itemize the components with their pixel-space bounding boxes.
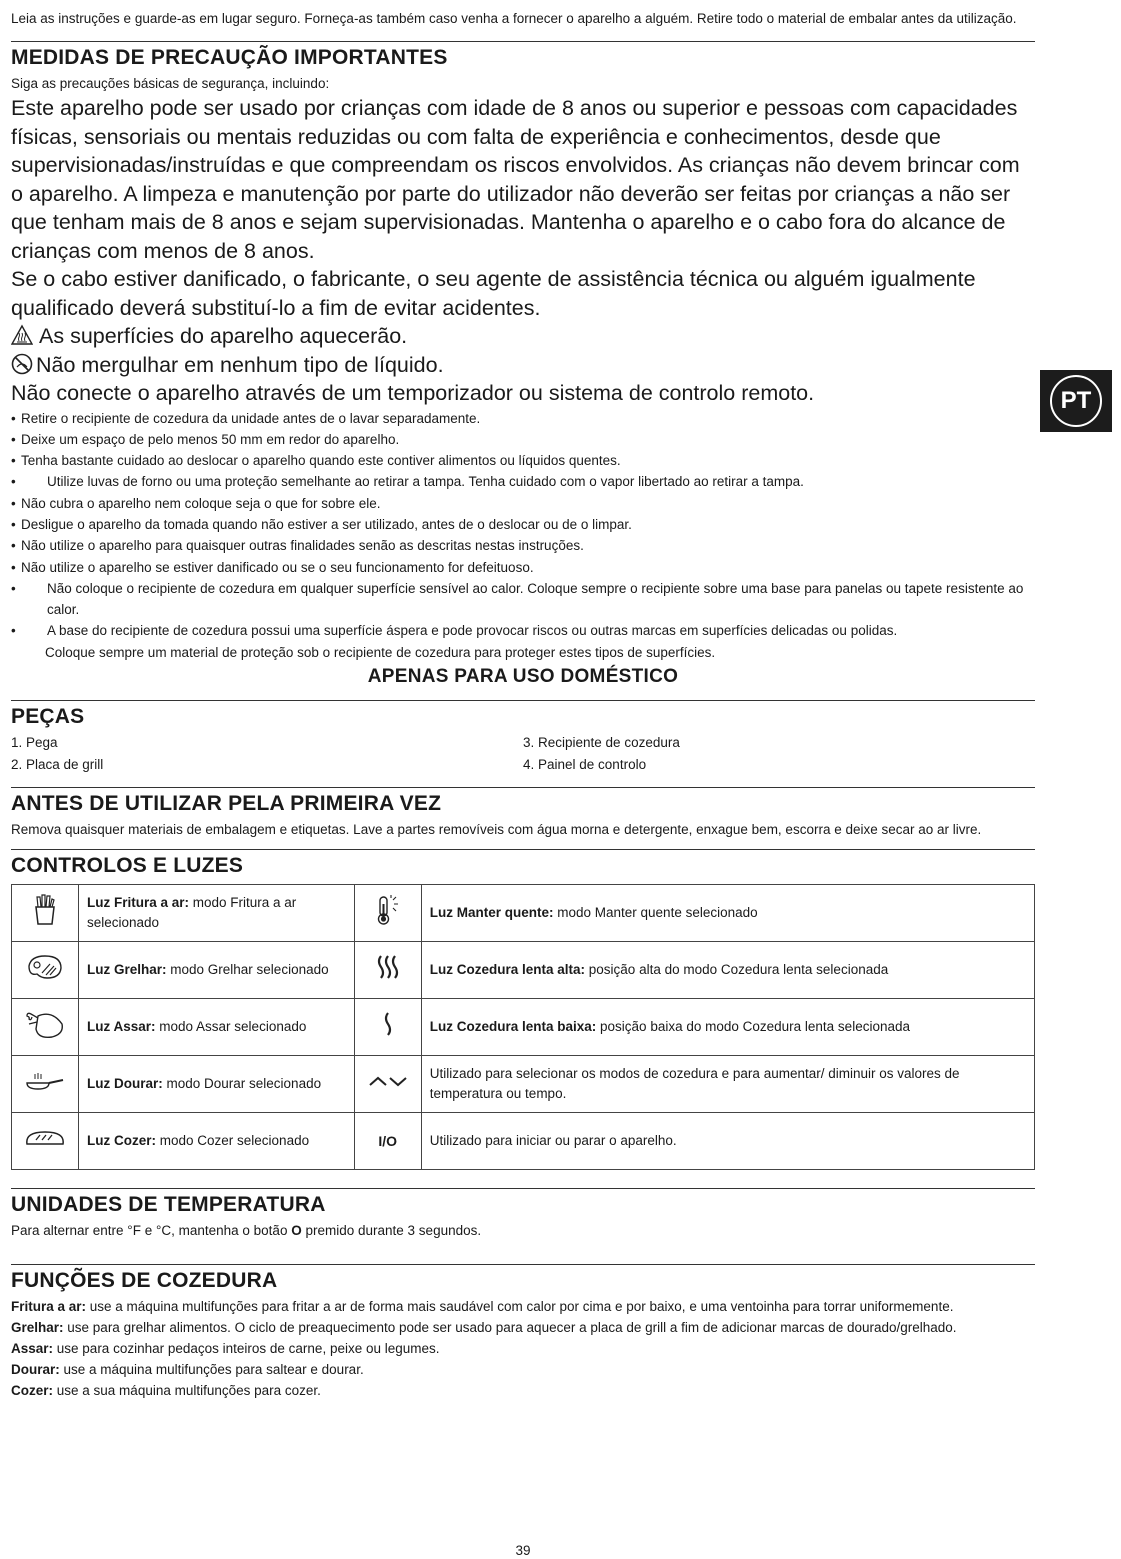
function-desc: use para grelhar alimentos. O ciclo de preaquecimento pode ser usado para aquecer a placa de grill a fim de adicionar marcas de dourado/grelhado.	[63, 1320, 957, 1336]
immerse-warning	[11, 351, 1035, 380]
controls-section	[11, 849, 1035, 1170]
list-item: • Utilize luvas de forno ou uma proteção semelhante ao retirar a tampa. Tenha cuidado com o vapor libertado ao retirar a tampa.	[11, 471, 1035, 492]
roast-label: Luz Assar:	[87, 1019, 156, 1035]
parts-title: PEÇAS	[11, 705, 85, 729]
air-fry-label: Luz Fritura a ar:	[87, 895, 190, 911]
precautions-section	[11, 41, 1035, 688]
list-item: • Não utilize o aparelho para quaisquer outras finalidades senão as descritas nestas instruções.	[11, 535, 1035, 556]
slow-cook-low-icon	[373, 1009, 403, 1039]
children-warning: Este aparelho pode ser usado por crianças com idade de 8 anos ou superior e pessoas com capacidades físicas, sensoriais ou mentais reduzidas ou com falta de experiência e conhecimentos, desde que supervisionadas/instruídas e que compreendam os riscos envolvidos. As crianças não devem brincar com o aparelho. A limpeza e manutenção por parte do utilizador não deverão ser feitas por crianças a não ser que tenham mais de 8 anos e sejam supervisionadas. Mantenha o aparelho e o cabo fora do alcance de crianças com menos de 8 anos.	[11, 96, 1020, 263]
controls-title: CONTROLOS E LUZES	[11, 854, 244, 878]
brown-desc: modo Dourar selecionado	[162, 1076, 322, 1092]
function-desc: use para cozinhar pedaços inteiros de carne, peixe ou legumes.	[53, 1341, 440, 1357]
temperature-units-section	[11, 1188, 1035, 1241]
up-down-arrows-icon	[366, 1073, 410, 1089]
function-label: Cozer:	[11, 1383, 54, 1399]
list-item-continuation: Coloque sempre um material de proteção sob o recipiente de cozedura para proteger estes tipos de superfícies.	[45, 644, 716, 660]
precautions-subtitle: Siga as precauções básicas de segurança, incluindo:	[11, 76, 330, 91]
bake-icon	[23, 1127, 67, 1149]
language-badge	[1040, 370, 1112, 432]
controls-table	[11, 884, 1035, 1170]
grill-icon	[25, 952, 65, 982]
function-item	[11, 1296, 1035, 1317]
intro-text: Leia as instruções e guarde-as em lugar seguro. Forneça-as também caso venha a fornecer o aparelho a alguém. Retire todo o material de embalar antes da utilização.	[11, 11, 1017, 26]
table-row	[12, 1113, 1035, 1170]
list-item: • Retire o recipiente de cozedura da unidade antes de o lavar separadamente.	[11, 408, 1035, 429]
brown-icon	[23, 1069, 67, 1093]
function-label: Fritura a ar:	[11, 1299, 87, 1315]
domestic-use-notice: APENAS PARA USO DOMÉSTICO	[367, 666, 679, 688]
list-item: • Deixe um espaço de pelo menos 50 mm em redor do aparelho.	[11, 429, 1035, 450]
brown-label: Luz Dourar:	[87, 1076, 163, 1092]
no-immerse-icon	[11, 353, 33, 375]
list-item: • Não coloque o recipiente de cozedura em qualquer superfície sensível ao calor. Coloque sempre o recipiente sobre uma base para panelas ou tapete resistente ao calor.	[11, 578, 1035, 621]
cooking-functions-title: FUNÇÕES DE COZEDURA	[11, 1269, 278, 1293]
function-label: Assar:	[11, 1341, 54, 1357]
hot-surface-warning	[11, 322, 1035, 351]
slow-cook-high-label: Luz Cozedura lenta alta:	[429, 962, 586, 978]
list-item: • Desligue o aparelho da tomada quando não estiver a ser utilizado, antes de o deslocar ou de o limpar.	[11, 514, 1035, 535]
before-first-use-section	[11, 787, 1035, 840]
keep-warm-desc: modo Manter quente selecionado	[553, 905, 758, 921]
list-item: • Não cubra o aparelho nem coloque seja o que for sobre ele.	[11, 493, 1035, 514]
power-io-label: I/O	[378, 1132, 398, 1149]
function-item	[11, 1317, 1035, 1338]
temperature-units-text	[11, 1220, 1035, 1241]
part-item: 1. Pega	[11, 735, 58, 751]
parts-section	[11, 700, 1035, 776]
precautions-title: MEDIDAS DE PRECAUÇÃO IMPORTANTES	[11, 46, 448, 69]
table-row	[12, 1056, 1035, 1113]
slow-cook-low-desc: posição baixa do modo Cozedura lenta selecionada	[596, 1019, 910, 1035]
keep-warm-icon	[373, 894, 403, 926]
slow-cook-high-icon	[373, 952, 403, 982]
bake-desc: modo Cozer selecionado	[156, 1133, 310, 1149]
bake-label: Luz Cozer:	[87, 1133, 156, 1149]
table-row	[12, 885, 1035, 942]
units-text-end: premido durante 3 segundos.	[301, 1223, 482, 1239]
air-fry-icon	[28, 893, 62, 927]
roast-icon	[24, 1008, 66, 1040]
function-desc: use a sua máquina multifunções para cozer.	[53, 1383, 321, 1399]
units-key: O	[291, 1223, 302, 1239]
hot-surface-text: As superfícies do aparelho aquecerão.	[39, 324, 408, 348]
manual-page	[11, 8, 1035, 1558]
part-item: 2. Placa de grill	[11, 757, 104, 773]
list-item: • Não utilize o aparelho se estiver danificado ou se o seu funcionamento for defeituoso.	[11, 557, 1035, 578]
function-item	[11, 1380, 1035, 1401]
before-first-use-title: ANTES DE UTILIZAR PELA PRIMEIRA VEZ	[11, 792, 442, 816]
timer-warning: Não conecte o aparelho através de um temporizador ou sistema de controlo remoto.	[11, 381, 815, 405]
parts-list	[11, 732, 1035, 776]
power-desc: Utilizado para iniciar ou parar o aparelho.	[429, 1133, 677, 1149]
before-first-use-text: Remova quaisquer materiais de embalagem e etiquetas. Lave a partes removíveis com água morna e detergente, enxague bem, escorra e deixe secar ao ar livre.	[11, 822, 982, 838]
roast-desc: modo Assar selecionado	[155, 1019, 307, 1035]
list-item: • A base do recipiente de cozedura possui uma superfície áspera e pode provocar riscos ou outras marcas em superfícies delicadas ou polidas.	[11, 620, 1035, 641]
part-item: 3. Recipiente de cozedura	[523, 735, 680, 751]
arrows-desc: Utilizado para selecionar os modos de cozedura e para aumentar/ diminuir os valores de temperatura ou tempo.	[429, 1066, 960, 1102]
cable-warning: Se o cabo estiver danificado, o fabricante, o seu agente de assistência técnica ou alguém igualmente qualificado deverá substituí-lo a fim de evitar acidentes.	[11, 267, 976, 320]
air-fry-desc: modo Fritura a ar selecionado	[87, 895, 297, 931]
table-row	[12, 999, 1035, 1056]
grill-desc: modo Grelhar selecionado	[166, 962, 329, 978]
table-row	[12, 942, 1035, 999]
immerse-text: Não mergulhar em nenhum tipo de líquido.	[36, 352, 444, 377]
part-item: 4. Painel de controlo	[523, 757, 647, 773]
cooking-functions-section	[11, 1264, 1035, 1401]
temperature-units-title: UNIDADES DE TEMPERATURA	[11, 1193, 326, 1217]
function-label: Dourar:	[11, 1362, 60, 1378]
precautions-large-text	[11, 94, 1035, 408]
hot-surface-icon	[11, 324, 33, 346]
safety-bullet-list	[11, 408, 1035, 664]
function-desc: use a máquina multifunções para fritar a ar de forma mais saudável com calor por cima e por baixo, e uma ventoinha para torrar uniformemente.	[86, 1299, 954, 1315]
slow-cook-high-desc: posição alta do modo Cozedura lenta selecionada	[585, 962, 889, 978]
keep-warm-label: Luz Manter quente:	[429, 905, 554, 921]
page-number: 39	[515, 1543, 531, 1558]
list-item: • Tenha bastante cuidado ao deslocar o aparelho quando este contiver alimentos ou líquidos quentes.	[11, 450, 1035, 471]
function-item	[11, 1359, 1035, 1380]
function-desc: use a máquina multifunções para saltear e dourar.	[59, 1362, 364, 1378]
function-label: Grelhar:	[11, 1320, 64, 1336]
units-text-start: Para alternar entre °F e °C, mantenha o botão	[11, 1223, 292, 1239]
function-item	[11, 1338, 1035, 1359]
language-badge-label: PT	[1050, 375, 1102, 427]
grill-label: Luz Grelhar:	[87, 962, 167, 978]
slow-cook-low-label: Luz Cozedura lenta baixa:	[429, 1019, 597, 1035]
